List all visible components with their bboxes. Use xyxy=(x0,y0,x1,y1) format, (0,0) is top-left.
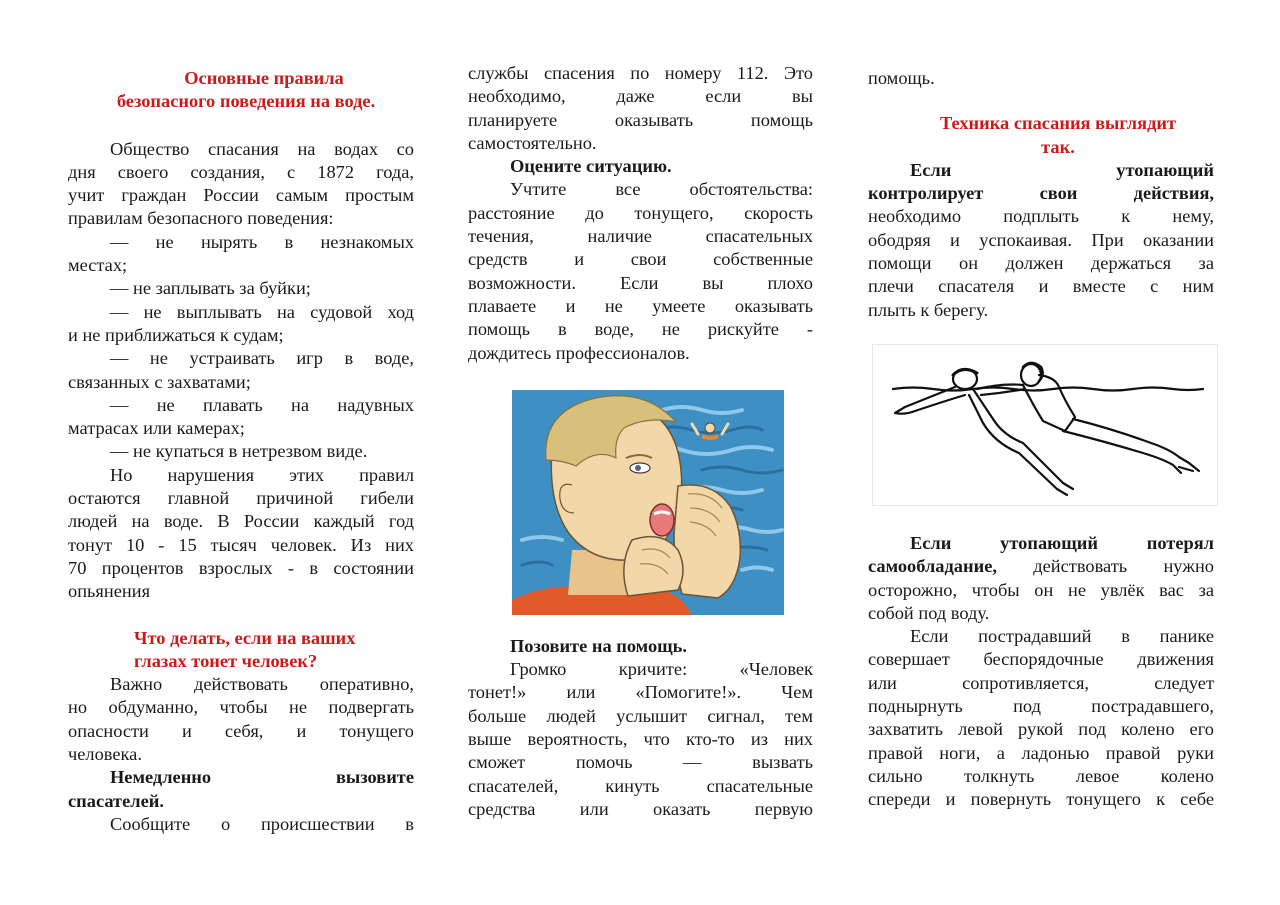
assess-line: помощь в воде, не рискуйте - xyxy=(468,319,813,340)
lost-line: осторожно, чтобы он не увлёк вас за xyxy=(868,579,1214,600)
rule-item: — не купаться в нетрезвом виде. xyxy=(110,441,368,462)
assess-line: течения, наличие спасательных xyxy=(468,226,813,247)
assess-line: возможности. Если вы плохо xyxy=(468,272,813,293)
lost-line: собой под воду. xyxy=(868,602,990,623)
rule-item: — не заплывать за буйки; xyxy=(110,278,311,299)
title-line-1: Основные правила xyxy=(184,68,344,88)
violation-line: остаются главной причиной гибели xyxy=(68,488,414,509)
cont-line: помощь. xyxy=(868,68,935,88)
act-line: человека. xyxy=(68,744,142,765)
call-line: спасателей, кинуть спасательные xyxy=(468,775,813,796)
call-line: Громко кричите: «Человек xyxy=(510,659,813,680)
panic-line: совершает беспорядочные движения xyxy=(868,649,1214,670)
rule-item: — не выплывать на судовой ход xyxy=(110,301,414,322)
violation-line: 70 процентов взрослых - в состоянии xyxy=(68,557,414,578)
act-line: опасности и себя, и тонущего xyxy=(68,720,414,741)
violation-line: Но нарушения этих правил xyxy=(110,464,414,485)
column-1 xyxy=(68,62,414,836)
control-bold: контролирует свои действия, xyxy=(868,183,1214,204)
rule-item: связанных с захватами; xyxy=(68,371,251,392)
cont-line: планируете оказывать помощь xyxy=(468,109,813,130)
intro-line: дня своего создания, с 1872 года, xyxy=(68,161,414,182)
man-shouting-for-help-icon xyxy=(512,390,784,615)
panic-line: правой ноги, а ладонью правой руки xyxy=(868,742,1214,763)
control-line: помощи он должен держаться за xyxy=(868,253,1214,274)
act-line: Важно действовать оперативно, xyxy=(110,674,414,695)
assess-line: плаваете и не умеете оказывать xyxy=(468,295,813,316)
rule-item: матрасах или камерах; xyxy=(68,418,245,439)
panic-line: Если пострадавший в панике xyxy=(910,626,1214,647)
violation-line: опьянения xyxy=(68,581,151,602)
act-line: но обдуманно, чтобы не подвергать xyxy=(68,697,414,718)
control-line: плыть к берегу. xyxy=(868,299,989,320)
panic-line: спереди и повернуть тонущего к себе xyxy=(868,789,1214,810)
technique-heading-1: Техника спасания выглядит xyxy=(939,113,1177,134)
panic-line: поднырнуть под пострадавшего, xyxy=(868,696,1214,717)
lost-rest: действовать нужно xyxy=(996,556,1214,577)
panic-line: сильно толкнуть левое колено xyxy=(868,765,1214,786)
rule-item: — не устраивать игр в воде, xyxy=(110,348,414,369)
intro-line: правилам безопасного поведения: xyxy=(68,208,334,229)
control-line: ободряя и успокаивая. При оказании xyxy=(868,229,1214,250)
lost-line-2 xyxy=(868,555,1214,578)
control-line: плечи спасателя и вместе с ним xyxy=(868,276,1214,297)
intro-line: учит граждан России самым простым xyxy=(68,185,414,206)
rule-item: — не нырять в незнакомых xyxy=(110,231,414,252)
call-rescuers-bold: спасателей. xyxy=(68,790,164,811)
heading-what-to-do-1: Что делать, если на ваших xyxy=(134,627,356,648)
title-line-2: безопасного поведения на воде. xyxy=(116,91,376,112)
call-line: больше людей услышит сигнал, тем xyxy=(468,705,813,726)
cont-line: службы спасения по номеру 112. Это xyxy=(468,63,813,83)
rescue-technique-illustration xyxy=(872,344,1218,506)
panic-line: захватить левой рукой под колено его xyxy=(868,719,1214,740)
report-line: Сообщите о происшествии в xyxy=(110,813,414,834)
call-line: сможет помочь — вызвать xyxy=(468,752,813,773)
panic-line: или сопротивляется, следует xyxy=(868,672,1214,693)
call-rescuers-bold: Немедленно вызовите xyxy=(110,767,414,788)
cont-line: самостоятельно. xyxy=(468,132,597,153)
rule-item: местах; xyxy=(68,255,128,276)
heading-what-to-do-2: глазах тонет человек? xyxy=(134,650,318,671)
violation-line: тонут 10 - 15 тысяч человек. Из них xyxy=(68,534,414,555)
assess-heading: Оцените ситуацию. xyxy=(510,156,672,177)
call-line: тонет!» или «Помогите!». Чем xyxy=(468,682,813,703)
call-heading: Позовите на помощь. xyxy=(510,635,688,656)
rescuer-towing-swimmer-icon xyxy=(873,345,1217,505)
cont-line: необходимо, даже если вы xyxy=(468,86,813,107)
control-bold: Если утопающий xyxy=(910,159,1214,180)
assess-line: Учтите все обстоятельства: xyxy=(510,179,813,200)
assess-line: расстояние до тонущего, скорость xyxy=(468,202,813,223)
intro-line: Общество спасания на водах со xyxy=(110,138,414,159)
lost-bold: Если утопающий потерял xyxy=(910,532,1214,553)
call-line: выше вероятность, что кто-то из них xyxy=(468,729,813,750)
assess-line: средств и свои собственные xyxy=(468,249,813,270)
violation-line: людей на воде. В России каждый год xyxy=(68,511,414,532)
lost-bold-word: самообладание, xyxy=(868,556,997,577)
man-shouting-illustration xyxy=(512,390,784,615)
rule-item: — не плавать на надувных xyxy=(110,394,414,415)
call-line: средства или оказать первую xyxy=(468,798,813,819)
control-line: необходимо подплыть к нему, xyxy=(868,206,1214,227)
technique-heading-2: так. xyxy=(1041,136,1075,157)
rule-item: и не приближаться к судам; xyxy=(68,324,284,345)
assess-line: дождитесь профессионалов. xyxy=(468,342,690,363)
